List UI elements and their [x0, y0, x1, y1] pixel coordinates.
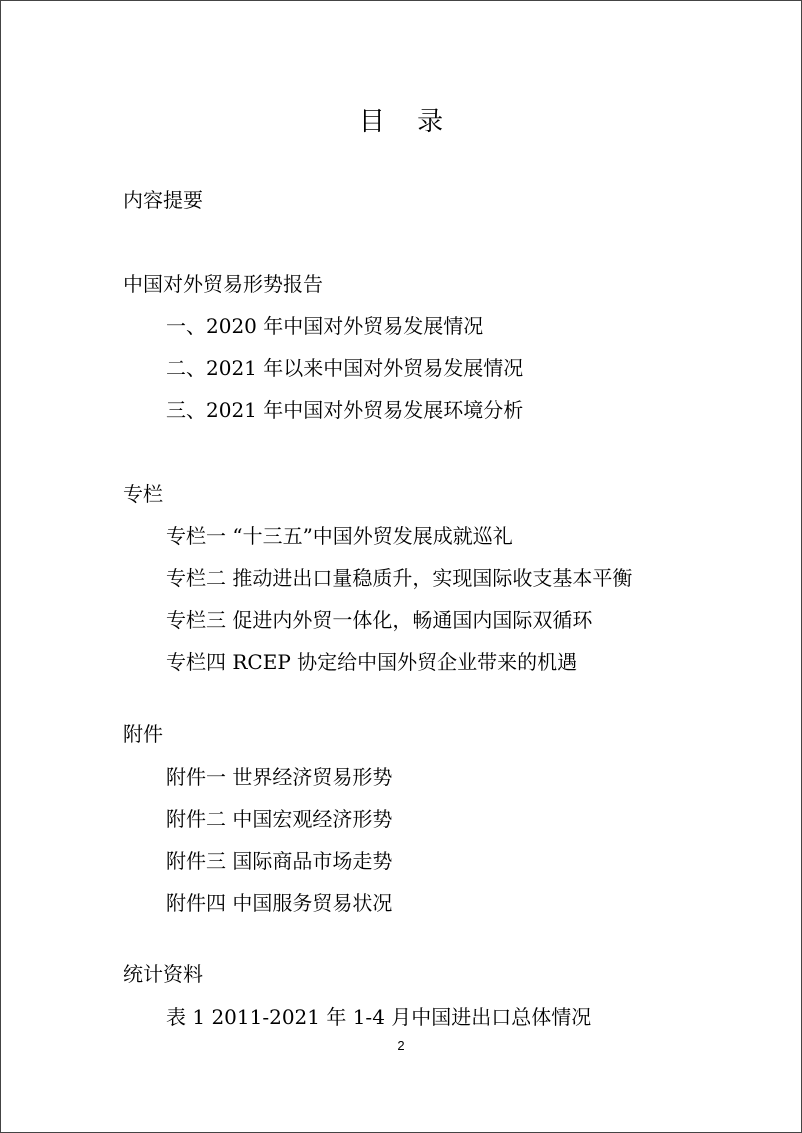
- toc-entry-appendix-2[interactable]: 附件二 中国宏观经济形势: [166, 807, 393, 831]
- toc-entry-report-2[interactable]: 二、2021 年以来中国对外贸易发展情况: [166, 356, 524, 380]
- toc-heading-appendix[interactable]: 附件: [123, 722, 163, 746]
- toc-entry-report-3[interactable]: 三、2021 年中国对外贸易发展环境分析: [166, 398, 524, 422]
- page-number: 2: [397, 1038, 405, 1053]
- toc-entry-report-1[interactable]: 一、2020 年中国对外贸易发展情况: [166, 314, 484, 338]
- toc-entry-appendix-1[interactable]: 附件一 世界经济贸易形势: [166, 765, 393, 789]
- toc-entry-column-3[interactable]: 专栏三 促进内外贸一体化，畅通国内国际双循环: [166, 608, 593, 632]
- toc-entry-column-4[interactable]: 专栏四 RCEP 协定给中国外贸企业带来的机遇: [166, 650, 578, 674]
- toc-title: 目 录: [358, 107, 456, 137]
- toc-entry-appendix-3[interactable]: 附件三 国际商品市场走势: [166, 849, 393, 873]
- toc-entry-column-2[interactable]: 专栏二 推动进出口量稳质升，实现国际收支基本平衡: [166, 566, 633, 590]
- toc-heading-report[interactable]: 中国对外贸易形势报告: [123, 272, 323, 296]
- toc-heading-columns[interactable]: 专栏: [123, 482, 163, 506]
- toc-entry-summary[interactable]: 内容提要: [123, 188, 203, 212]
- toc-entry-appendix-4[interactable]: 附件四 中国服务贸易状况: [166, 891, 393, 915]
- toc-heading-statistics[interactable]: 统计资料: [123, 962, 203, 986]
- toc-entry-column-1[interactable]: 专栏一 “十三五”中国外贸发展成就巡礼: [166, 524, 513, 548]
- toc-entry-table-1[interactable]: 表 1 2011-2021 年 1-4 月中国进出口总体情况: [166, 1005, 592, 1029]
